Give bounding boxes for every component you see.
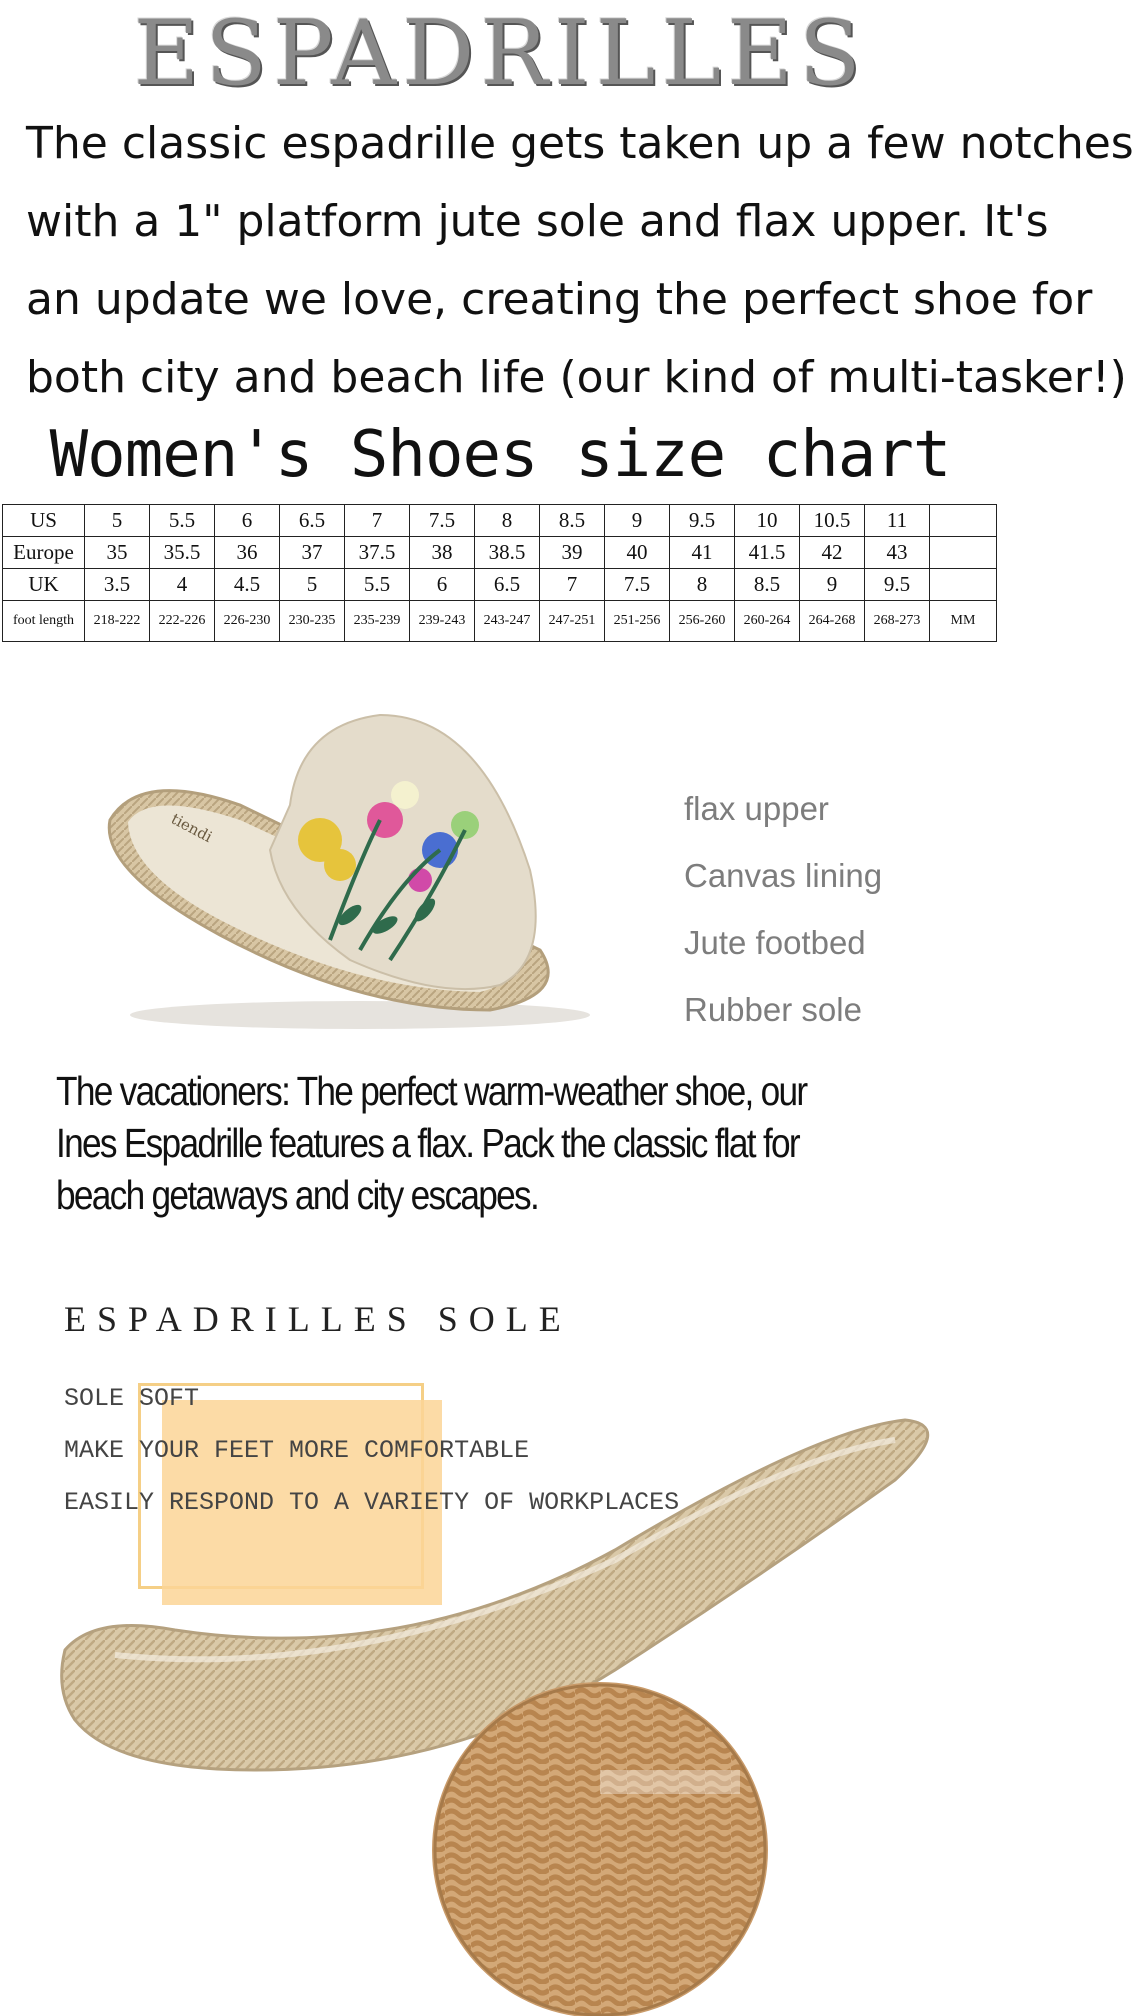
size-cell: 8 [670,569,735,601]
size-cell: 5.5 [150,505,215,537]
size-cell: 239-243 [410,601,475,642]
sole-feature-list [64,1373,679,1529]
intro-line: with a 1" platform jute sole and flax upper. It's [26,196,1049,247]
size-cell: 37.5 [345,537,410,569]
vacation-line: The vacationers: The perfect warm-weather shoe, our [56,1068,807,1114]
size-row [3,537,997,569]
size-row [3,505,997,537]
size-cell: 230-235 [280,601,345,642]
size-cell: 41.5 [735,537,800,569]
size-cell: 37 [280,537,345,569]
size-cell: 7 [345,505,410,537]
size-cell: 10 [735,505,800,537]
size-cell: 3.5 [85,569,150,601]
size-cell: 6.5 [280,505,345,537]
size-row-label: Europe [3,537,85,569]
sole-feature-line: SOLE SOFT [64,1384,200,1413]
size-cell: 243-247 [475,601,540,642]
size-cell [930,569,997,601]
shoe-brand-label: tiendi [168,809,216,847]
size-cell: 4 [150,569,215,601]
intro-line: The classic espadrille gets taken up a few notches [26,118,1134,169]
size-row [3,569,997,601]
size-cell: 35 [85,537,150,569]
size-cell: 5.5 [345,569,410,601]
feature-list [684,790,882,1058]
vacation-description [56,1065,856,1221]
size-cell: 38.5 [475,537,540,569]
size-cell: 8.5 [540,505,605,537]
size-cell: 11 [865,505,930,537]
size-cell [930,505,997,537]
size-cell: 6.5 [475,569,540,601]
size-cell: 38 [410,537,475,569]
size-cell: 7 [540,569,605,601]
size-cell: 222-226 [150,601,215,642]
feature-item: Jute footbed [684,924,866,961]
size-cell: 35.5 [150,537,215,569]
size-cell: 10.5 [800,505,865,537]
size-cell: 7.5 [605,569,670,601]
size-cell: 4.5 [215,569,280,601]
size-cell: 42 [800,537,865,569]
size-cell: 247-251 [540,601,605,642]
size-cell: 40 [605,537,670,569]
size-cell: 41 [670,537,735,569]
size-chart-table [2,504,997,642]
size-cell: 264-268 [800,601,865,642]
size-row-label: US [3,505,85,537]
size-row-label: UK [3,569,85,601]
size-row [3,601,997,642]
espadrille-shoe-image [60,710,620,1040]
size-chart-title: Women's Shoes size chart [49,418,951,492]
size-cell: 7.5 [410,505,475,537]
size-cell: 36 [215,537,280,569]
vacation-line: beach getaways and city escapes. [56,1172,539,1218]
size-cell: 43 [865,537,930,569]
size-cell [930,537,997,569]
feature-item: flax upper [684,790,829,827]
size-row-label: foot length [3,601,85,642]
size-cell: 268-273 [865,601,930,642]
size-cell: 6 [215,505,280,537]
size-cell: 9 [605,505,670,537]
size-cell: 5 [280,569,345,601]
size-cell: 235-239 [345,601,410,642]
size-cell: 226-230 [215,601,280,642]
size-cell: 9.5 [670,505,735,537]
size-cell: 8.5 [735,569,800,601]
intro-text [26,105,1134,417]
vacation-line: Ines Espadrille features a flax. Pack the classic flat for [56,1120,799,1166]
size-cell: 39 [540,537,605,569]
size-cell: 9 [800,569,865,601]
size-cell: 5 [85,505,150,537]
size-cell: 6 [410,569,475,601]
size-cell: 8 [475,505,540,537]
size-cell: 256-260 [670,601,735,642]
sole-feature-line: MAKE YOUR FEET MORE COMFORTABLE [64,1436,530,1465]
hero-title: ESPADRILLES [133,1,867,106]
size-cell: 218-222 [85,601,150,642]
size-cell: MM [930,601,997,642]
intro-line: an update we love, creating the perfect shoe for [26,274,1093,325]
size-cell: 260-264 [735,601,800,642]
sole-feature-line: EASILY RESPOND TO A VARIETY OF WORKPLACES [64,1488,680,1517]
intro-line: both city and beach life (our kind of multi-tasker!) [26,352,1127,403]
size-cell: 251-256 [605,601,670,642]
size-cell: 9.5 [865,569,930,601]
feature-item: Canvas lining [684,857,883,894]
feature-item: Rubber sole [684,991,862,1028]
sole-section-title: ESPADRILLES SOLE [64,1299,572,1339]
